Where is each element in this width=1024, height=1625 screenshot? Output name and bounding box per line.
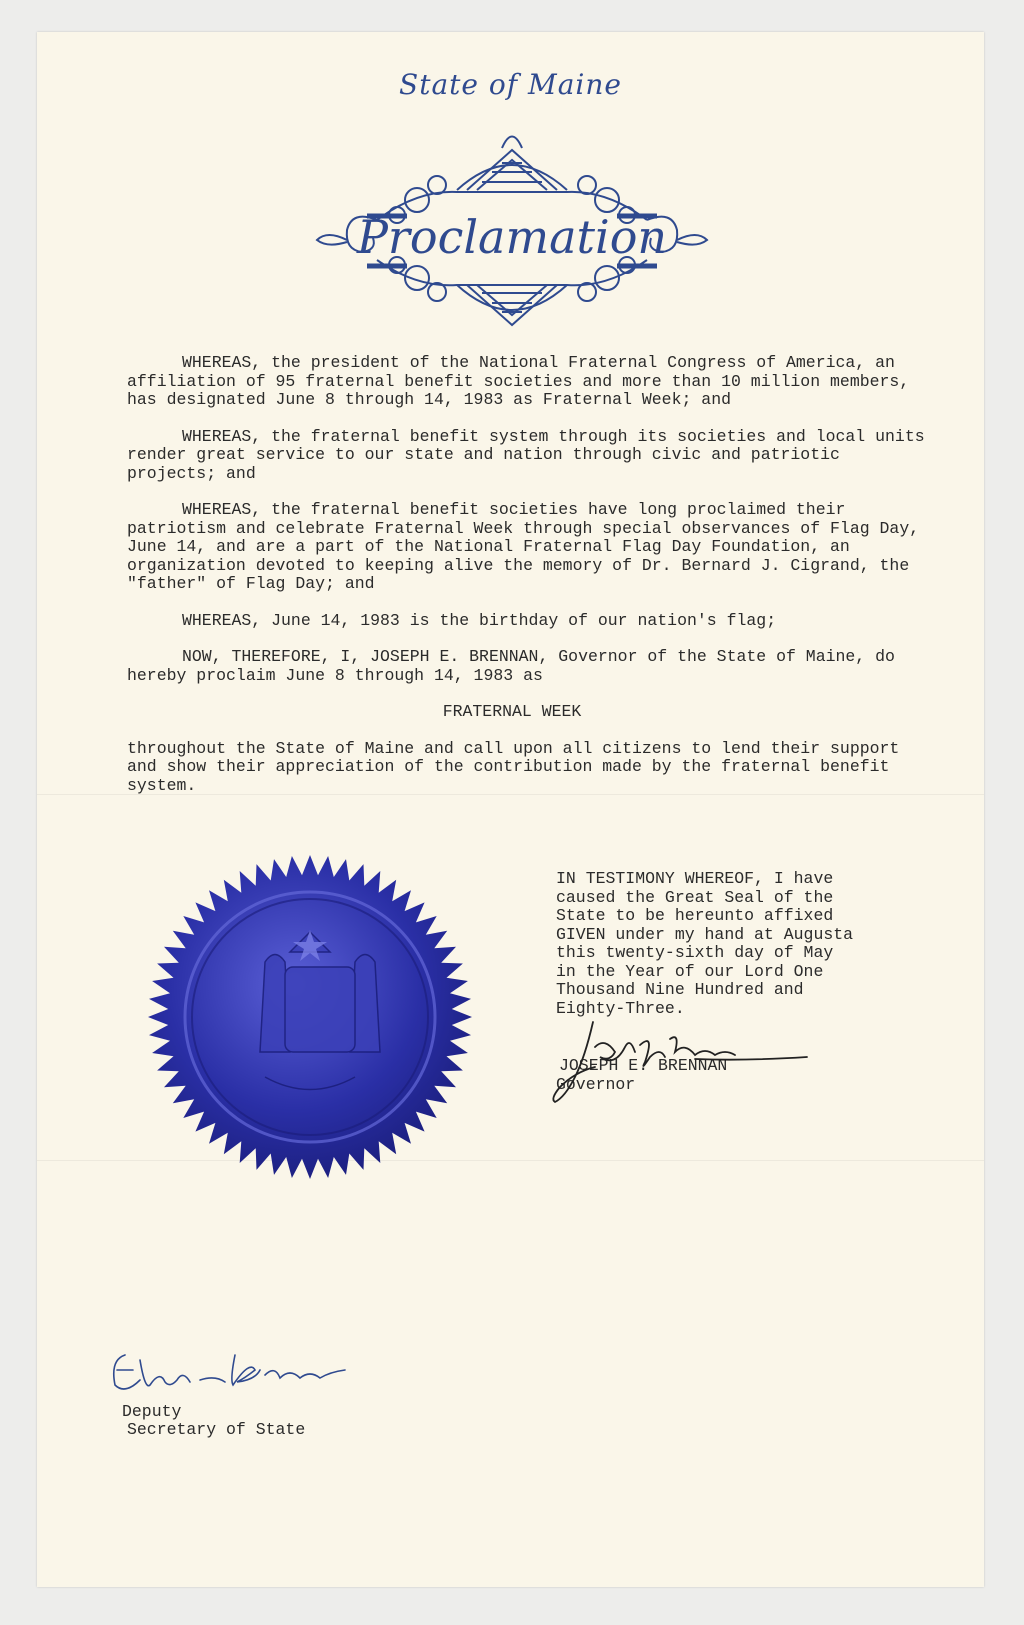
testimony-line: GIVEN under my hand at Augusta [556, 924, 854, 944]
testimony-line: State to be hereunto affixed [556, 906, 834, 925]
whereas-paragraph: WHEREAS, June 14, 1983 is the birthday of our nation's flag; [182, 610, 777, 630]
deputy-block [122, 1403, 305, 1439]
whereas-paragraph: WHEREAS, the fraternal benefit societies have long proclaimed their patriotism and celebrate Fraternal Week through special observances of Flag Day, June 14, and are a part of the National Fraternal Flag Day Foundation, an organization devoted to keeping alive the memory of Dr. Bernard J. Cigrand, the "father" of Flag Day; and [127, 500, 920, 593]
governor-title: Governor [556, 1074, 636, 1094]
whereas-paragraph: WHEREAS, the president of the National Fraternal Congress of America, an affiliation of 95 fraternal benefit societies and more than 10 million members, has designated June 8 through 14, 1983 as Fraternal Week; and [127, 353, 910, 409]
testimony-line: Thousand Nine Hundred and [556, 980, 804, 999]
state-title: State of Maine [399, 68, 622, 101]
testimony-line: caused the Great Seal of the [556, 887, 834, 907]
proclamation-title: Proclamation [356, 210, 668, 264]
governor-signature [545, 1017, 815, 1107]
header [37, 68, 984, 101]
testimony-block [556, 870, 916, 1018]
closing-paragraph: throughout the State of Maine and call upon all citizens to lend their support and show their appreciation of the contribution made by the fraternal benefit system. [127, 738, 900, 795]
proclamation-body [127, 354, 927, 795]
whereas-paragraph: WHEREAS, the fraternal benefit system through its societies and local units render great service to our state and nation through civic and patriotic projects; and [127, 426, 925, 483]
secretary-of-state-title: Secretary of State [127, 1420, 306, 1439]
deputy-signature [105, 1340, 375, 1400]
proclaimed-title: FRATERNAL WEEK [442, 702, 582, 721]
proclamation-page [37, 32, 984, 1587]
testimony-line: this twenty-sixth day of May [556, 943, 834, 962]
therefore-paragraph: NOW, THEREFORE, I, JOSEPH E. BRENNAN, Governor of the State of Maine, do hereby proclaim June 8 through 14, 1983 as [127, 647, 895, 685]
testimony-line: Eighty-Three. [556, 998, 685, 1018]
great-seal [145, 852, 475, 1182]
deputy-title: Deputy [122, 1402, 182, 1421]
proclamation-ornament [307, 120, 717, 350]
testimony-line: in the Year of our Lord One [556, 961, 824, 981]
testimony-line: IN TESTIMONY WHEREOF, I have [556, 869, 834, 888]
governor-name: JOSEPH E. BRENNAN [559, 1056, 728, 1075]
